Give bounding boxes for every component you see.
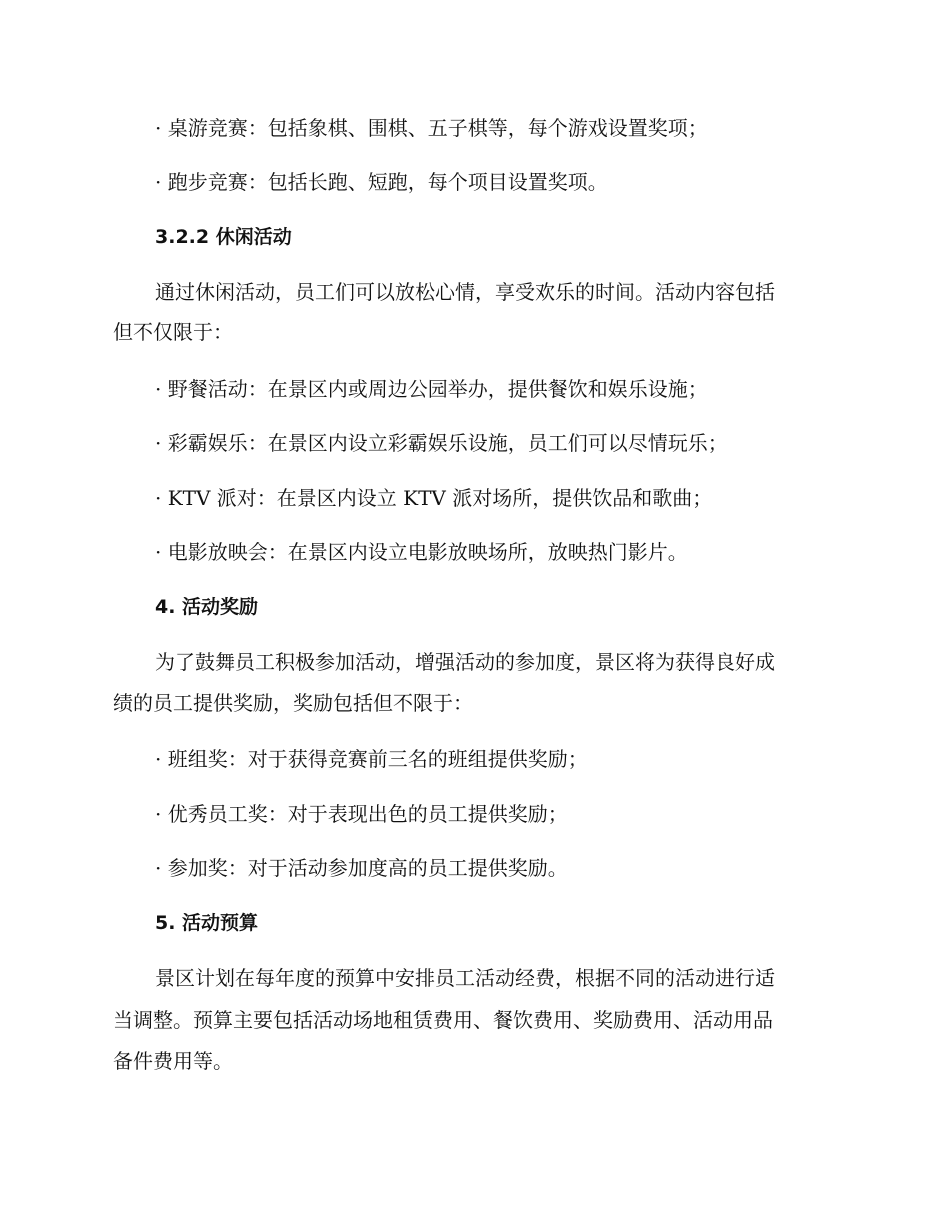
list-item: · 优秀员工奖：对于表现出色的员工提供奖励； xyxy=(155,802,568,826)
section-heading-5: 5. 活动预算 xyxy=(155,912,259,934)
list-item: · 电影放映会：在景区内设立电影放映场所，放映热门影片。 xyxy=(155,540,688,564)
list-item: · 跑步竞赛：包括长跑、短跑，每个项目设置奖项。 xyxy=(155,170,608,194)
section-heading-3-2-2: 3.2.2 休闲活动 xyxy=(155,226,292,248)
paragraph-line: 景区计划在每年度的预算中安排员工活动经费，根据不同的活动进行适 xyxy=(155,966,775,990)
paragraph-line: 为了鼓舞员工积极参加活动，增强活动的参加度，景区将为获得良好成 xyxy=(155,650,775,674)
paragraph-line: 备件费用等。 xyxy=(113,1049,233,1073)
list-item: · 彩霸娱乐：在景区内设立彩霸娱乐设施，员工们可以尽情玩乐； xyxy=(155,431,728,455)
list-item: · 班组奖：对于获得竞赛前三名的班组提供奖励； xyxy=(155,747,588,771)
section-heading-4: 4. 活动奖励 xyxy=(155,596,259,618)
list-item: · 参加奖：对于活动参加度高的员工提供奖励。 xyxy=(155,856,568,880)
list-item: · 野餐活动：在景区内或周边公园举办，提供餐饮和娱乐设施； xyxy=(155,377,708,401)
paragraph-line: 通过休闲活动，员工们可以放松心情，享受欢乐的时间。活动内容包括 xyxy=(155,280,775,304)
list-item: · 桌游竞赛：包括象棋、围棋、五子棋等，每个游戏设置奖项； xyxy=(155,116,708,140)
paragraph-line: 绩的员工提供奖励，奖励包括但不限于： xyxy=(113,691,473,715)
list-item: · KTV 派对：在景区内设立 KTV 派对场所，提供饮品和歌曲； xyxy=(155,486,713,510)
paragraph-line: 当调整。预算主要包括活动场地租赁费用、餐饮费用、奖励费用、活动用品 xyxy=(113,1008,773,1032)
paragraph-line: 但不仅限于： xyxy=(113,320,233,344)
